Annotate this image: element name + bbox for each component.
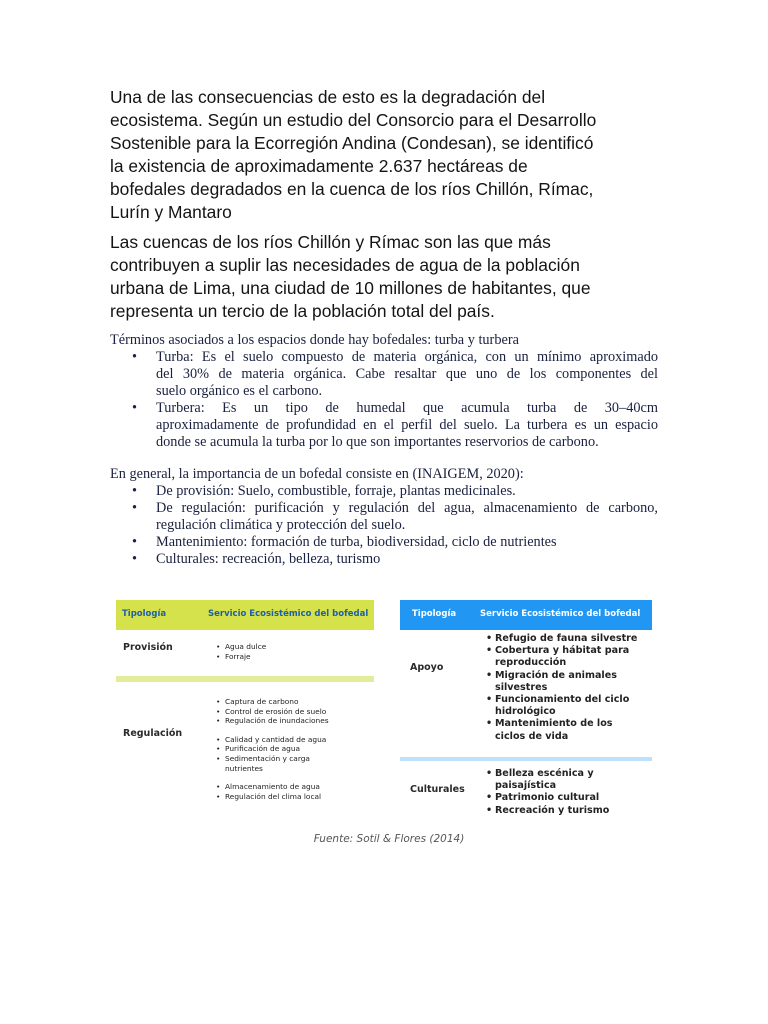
list-item-line: Mantenimiento: formación de turba, biodiversidad, ciclo de nutrientes [156, 534, 557, 550]
intro-paragraph [110, 86, 675, 224]
list-item: • Captura de carbono [216, 697, 329, 707]
list-item [110, 500, 658, 534]
paragraph-line: representa un tercio de la población total del país. [110, 301, 495, 321]
list-item: • Control de erosión de suelo [216, 707, 329, 717]
list-item-line: donde se acumula la turba por lo que son importantes reservorios de carbono. [156, 434, 599, 450]
header-tipologia: Tipología [122, 609, 167, 619]
cultural-list [486, 768, 646, 817]
list-item-continuation: nutrientes [225, 763, 263, 773]
row-separator [116, 676, 374, 682]
table-header [400, 600, 652, 630]
paragraph-line: Las cuencas de los ríos Chillón y Rímac son las que más [110, 232, 551, 252]
list-item: • Calidad y cantidad de agua [216, 735, 329, 745]
list-item: • Regulación de inundaciones [216, 716, 329, 726]
bullet-icon: • [132, 400, 138, 416]
paragraph-line: contribuyen a suplir las necesidades de agua de la población [110, 255, 580, 275]
list-item [110, 534, 658, 551]
importance-list [110, 483, 658, 568]
importance-heading: En general, la importancia de un bofedal consiste en (INAIGEM, 2020): [110, 466, 524, 482]
provision-list [216, 642, 266, 661]
row-separator [400, 757, 652, 761]
paragraph-line: la existencia de aproximadamente 2.637 hectáreas de [110, 156, 528, 176]
support-list [486, 633, 646, 743]
list-item-line: del 30% de materia orgánica. Cabe resaltar que uno de los componentes del [156, 366, 658, 382]
list-item: • Almacenamiento de agua [216, 782, 329, 792]
list-item: • Belleza escénica y paisajística [486, 768, 646, 792]
list-item [110, 400, 658, 451]
importance-section [110, 466, 658, 568]
list-item: • Cobertura y hábitat para reproducción [486, 645, 646, 669]
bullet-icon: • [132, 534, 138, 550]
bullet-icon: • [132, 349, 138, 365]
row-label-culturales: Culturales [410, 784, 465, 795]
list-item-line: aproximadamente de profundidad en el perfil del suelo. La turbera es un espacio [156, 417, 658, 433]
ecosystem-services-table-right [400, 600, 652, 830]
list-item-line: Culturales: recreación, belleza, turismo [156, 551, 381, 567]
list-item: • Refugio de fauna silvestre [486, 633, 646, 645]
paragraph-line: urbana de Lima, una ciudad de 10 millones de habitantes, que [110, 278, 591, 298]
terms-heading: Términos asociados a los espacios donde hay bofedales: turba y turbera [110, 332, 519, 348]
row-label-provision: Provisión [123, 642, 173, 653]
paragraph-line: Una de las consecuencias de esto es la degradación del [110, 87, 546, 107]
header-tipologia: Tipología [412, 609, 457, 619]
ecosystem-services-table-left [116, 600, 374, 820]
list-item: • Funcionamiento del ciclo hidrológico [486, 694, 646, 718]
table-header [116, 600, 374, 630]
list-item: • Mantenimiento de los ciclos de vida [486, 718, 646, 742]
row-label-apoyo: Apoyo [410, 662, 444, 673]
list-item-line: De provisión: Suelo, combustible, forraje, plantas medicinales. [156, 483, 516, 499]
list-item: • Regulación del clima local [216, 792, 329, 802]
list-item-line: suelo orgánico es el carbono. [156, 383, 323, 399]
list-item: • Purificación de agua [216, 744, 329, 754]
paragraph-line: bofedales degradados en la cuenca de los ríos Chillón, Rímac, [110, 179, 594, 199]
header-servicio: Servicio Ecosistémico del bofedal [208, 609, 369, 619]
list-item-line: regulación climática y protección del suelo. [156, 517, 406, 533]
list-item [110, 551, 658, 568]
list-item: • Patrimonio cultural [486, 792, 646, 804]
row-label-regulacion: Regulación [123, 728, 183, 739]
source-caption: Fuente: Sotil & Flores (2014) [313, 833, 465, 845]
bullet-icon: • [132, 483, 138, 499]
regulation-list [216, 697, 329, 801]
lima-paragraph [110, 231, 675, 323]
terms-list [110, 349, 658, 451]
list-item-line: Turba: Es el suelo compuesto de materia orgánica, con un mínimo aproximado [156, 349, 658, 365]
paragraph-line: Sostenible para la Ecorregión Andina (Condesan), se identificó [110, 133, 594, 153]
list-item: • Forraje [216, 652, 266, 662]
list-item: • Agua dulce [216, 642, 266, 652]
bullet-icon: • [132, 500, 138, 516]
bullet-icon: • [132, 551, 138, 567]
list-item: • Recreación y turismo [486, 805, 646, 817]
header-servicio: Servicio Ecosistémico del bofedal [480, 609, 641, 619]
list-item [110, 349, 658, 400]
list-item-line: De regulación: purificación y regulación del agua, almacenamiento de carbono, [156, 500, 658, 516]
list-item-line: Turbera: Es un tipo de humedal que acumula turba de 30–40cm [156, 400, 658, 416]
list-item: • Sedimentación y carga [216, 754, 329, 764]
paragraph-line: ecosistema. Según un estudio del Consorcio para el Desarrollo [110, 110, 597, 130]
paragraph-line: Lurín y Mantaro [110, 202, 232, 222]
terms-section [110, 332, 658, 451]
list-item [110, 483, 658, 500]
list-item: • Migración de animales silvestres [486, 670, 646, 694]
